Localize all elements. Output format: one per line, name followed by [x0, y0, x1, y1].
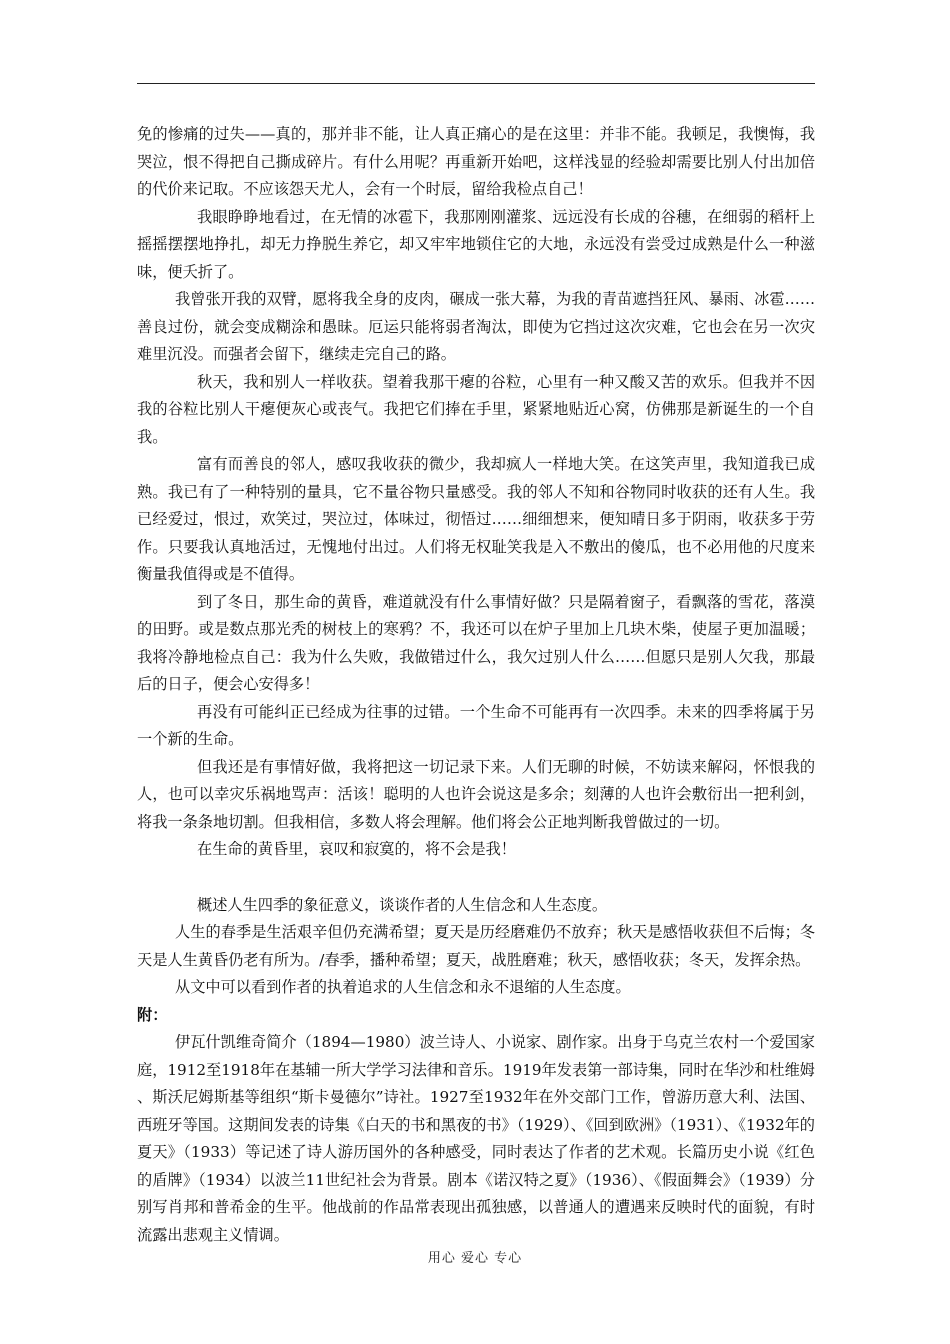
paragraph: 在生命的黄昏里，哀叹和寂寞的，将不会是我！: [197, 840, 516, 858]
document-body: [137, 121, 815, 1249]
header-rule: [137, 83, 815, 84]
paragraph: 我曾张开我的双臂，愿将我全身的皮肉，碾成一张大幕，为我的青苗遮挡狂风、暴雨、冰雹……善良过份，就会变成糊涂和愚昧。厄运只能将弱者淘汰，即使为它挡过这次灾难，它也会在另一次灾难里沉没。而强者会留下，继续走完自己的路。: [137, 290, 815, 363]
question: 概述人生四季的象征意义，谈谈作者的人生信念和人生态度。: [197, 895, 608, 914]
paragraph: 秋天，我和别人一样收获。望着我那干瘪的谷粒，心里有一种又酸又苦的欢乐。但我并不因我的谷粒比别人干瘪便灰心或丧气。我把它们捧在手里，紧紧地贴近心窝，仿佛那是新诞生的一个自我。: [137, 372, 815, 446]
page-footer: 用心 爱心 专心: [427, 1251, 523, 1266]
paragraph: 我眼睁睁地看过，在无情的冰雹下，我那刚刚灌浆、远远没有长成的谷穗，在细弱的稻杆上摇摇摆摆地挣扎，却无力挣脱生养它，却又牢牢地锁住它的大地，永远没有尝受过成熟是什么一种滋味，便夭折了。: [137, 207, 815, 281]
appendix-label: 附：: [137, 1005, 168, 1024]
paragraph: 免的惨痛的过失——真的，那并非不能，让人真正痛心的是在这里：并非不能。我顿足，我懊悔，我哭泣，恨不得把自己撕成碎片。有什么用呢？再重新开始吧，这样浅显的经验却需要比别人付出加倍的代价来记取。不应该怨天尤人，会有一个时辰，留给我检点自己！: [137, 125, 815, 198]
paragraph: 富有而善良的邻人，感叹我收获的微少，我却疯人一样地大笑。在这笑声里，我知道我已成熟。我已有了一种特别的量具，它不量谷物只量感受。我的邻人不知和谷物同时收获的还有人生。我已经爱过，恨过，欢笑过，哭泣过，体味过，彻悟过……细细想来，便知晴日多于阴雨，收获多于劳作。只要我认真地活过，无愧地付出过。人们将无权耻笑我是入不敷出的傻瓜，也不必用他的尺度来衡量我值得或是不值得。: [137, 455, 815, 583]
answer: 从文中可以看到作者的执着追求的人生信念和永不退缩的人生态度。: [175, 978, 631, 996]
paragraph: 到了冬日，那生命的黄昏，难道就没有什么事情好做？只是隔着窗子，看飘落的雪花，落漠的田野。或是数点那光秃的树枝上的寒鸦？不，我还可以在炉子里加上几块木柴，使屋子更加温暖；我将冷静地检点自己：我为什么失败，我做错过什么，我欠过别人什么……但愿只是别人欠我，那最后的日子，便会心安得多！: [137, 592, 815, 693]
answer: 人生的春季是生活艰辛但仍充满希望；夏天是历经磨难仍不放弃；秋天是感悟收获但不后悔；冬天是人生黄昏仍老有所为。/春季，播种希望；夏天，战胜磨难；秋天，感悟收获；冬天，发挥余热。: [137, 923, 815, 969]
appendix-text: 伊瓦什凯维奇简介（1894—1980）波兰诗人、小说家、剧作家。出身于乌克兰农村一个爱国家庭，1912至1918年在基辅一所大学学习法律和音乐。1919年发表第一部诗集，同时在华沙和杜维姆、斯沃尼姆斯基等组织“斯卡曼德尔”诗社。1927至1932年在外交部门工作，曾游历意大利、法国、西班牙等国。这期间发表的诗集《白天的书和黑夜的书》（1929）、《回到欧洲》（1931）、《1932年的夏天》（1933）等记述了诗人游历国外的各种感受，同时表达了作者的艺术观。长篇历史小说《红色的盾牌》（1934）以波兰11世纪社会为背景。剧本《诺汉特之夏》（1936）、《假面舞会》（1939）分别写肖邦和普希金的生平。他战前的作品常表现出孤独感，以普通人的遭遇来反映时代的面貌，有时流露出悲观主义情调。: [137, 1033, 815, 1244]
paragraph: 但我还是有事情好做，我将把这一切记录下来。人们无聊的时候，不妨读来解闷，怀恨我的人，也可以幸灾乐祸地骂声：活该！聪明的人也许会说这是多余；刻薄的人也许会敷衍出一把利剑，将我一条条地切割。但我相信，多数人将会理解。他们将会公正地判断我曾做过的一切。: [137, 757, 815, 831]
paragraph: 再没有可能纠正已经成为往事的过错。一个生命不可能再有一次四季。未来的四季将属于另一个新的生命。: [137, 702, 815, 748]
